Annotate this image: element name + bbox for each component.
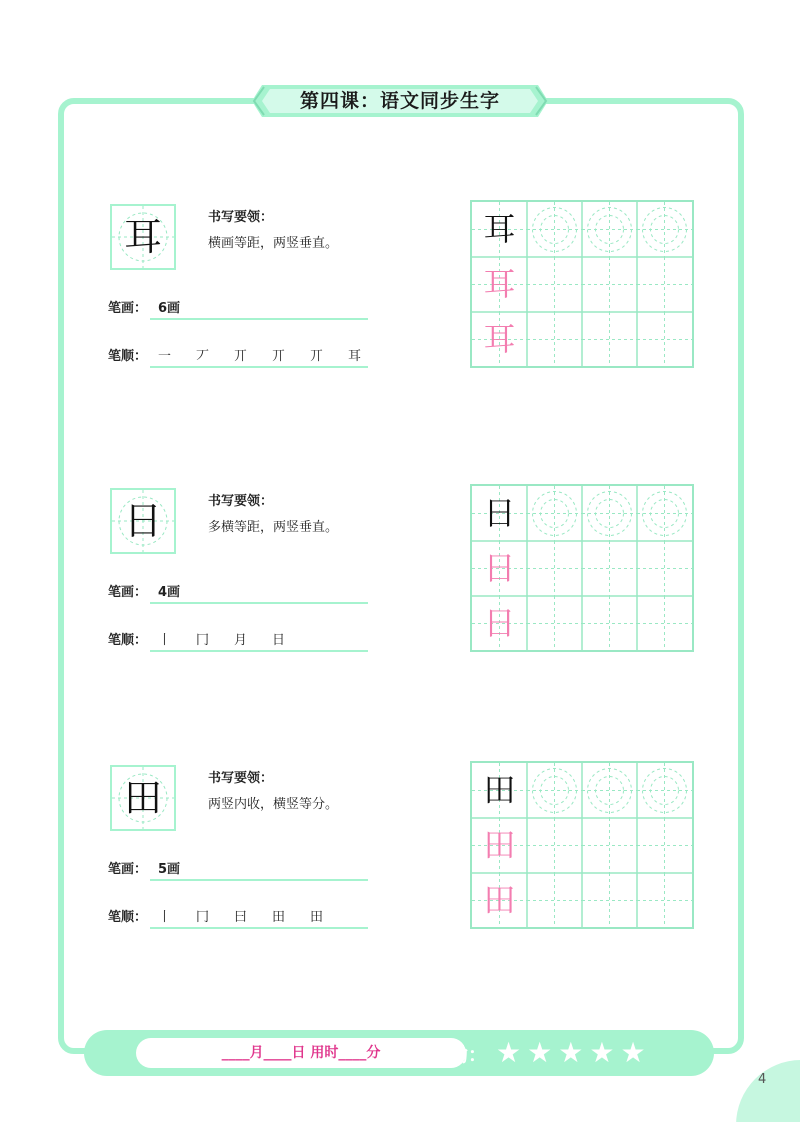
writing-tip-text: 多横等距，两竖垂直。 [208,520,339,535]
stroke-order-step: 曰 [234,910,248,925]
stroke-order-label: 笔顺： [108,349,148,364]
page-number: 4 [758,1072,767,1087]
date-pill [136,1038,466,1068]
model-char-box [110,488,176,554]
answer-line [150,602,368,604]
stroke-count-value: 5画 [158,862,181,877]
stroke-count-label: 笔画： [108,301,148,316]
answer-line [150,927,368,929]
stroke-order-step: 丌 [272,349,286,364]
answer-line [150,650,368,652]
lesson-section [0,488,800,668]
practice-char-sample: 耳 [483,210,516,248]
stroke-order-step: 田 [272,910,286,925]
stroke-order-list [158,629,310,648]
stroke-order-step: 丌 [310,349,324,364]
stroke-order-step: 耳 [348,349,362,364]
star-icon[interactable]: ★ [558,1036,584,1069]
stroke-order-row [108,903,368,929]
star-icon[interactable]: ★ [620,1036,646,1069]
stroke-order-step: 丌 [234,349,248,364]
practice-grid[interactable] [470,200,694,368]
practice-char-trace: 日 [483,604,516,642]
stroke-order-list [158,345,386,364]
writing-tip-text: 横画等距，两竖垂直。 [208,236,339,251]
model-char-box [110,204,176,270]
answer-line [150,879,368,881]
writing-tip-label: 书写要领： [208,494,274,509]
stroke-order-step: 冂 [196,633,210,648]
writing-tip-label: 书写要领： [208,210,274,225]
stroke-order-row [108,626,368,652]
page-number-badge [736,1060,800,1122]
date-time-fill[interactable]: ____月____日 用时____分 [221,1045,381,1061]
stroke-order-label: 笔顺： [108,910,148,925]
writing-tip-label: 书写要领： [208,771,274,786]
stroke-count-row [108,294,368,320]
practice-char-trace: 田 [483,826,516,864]
stroke-count-value: 4画 [158,585,181,600]
stroke-count-row [108,855,368,881]
stroke-order-row [108,342,368,368]
practice-char-trace: 耳 [483,265,516,303]
practice-char-trace: 耳 [483,320,516,358]
model-char-box [110,765,176,831]
practice-grid[interactable] [470,761,694,929]
practice-char-sample: 田 [483,771,516,809]
model-char: 耳 [123,215,162,259]
stroke-order-step: 丨 [158,633,172,648]
reward-stars [496,1038,646,1068]
model-char: 田 [123,776,162,820]
star-icon[interactable]: ★ [527,1036,553,1069]
stroke-order-list [158,906,348,925]
stroke-order-step: 日 [272,633,286,648]
writing-tip-text: 两竖内收，横竖等分。 [208,797,339,812]
stroke-order-step: 田 [310,910,324,925]
reward-label: 奖励： [430,1044,488,1066]
star-icon[interactable]: ★ [496,1036,522,1069]
practice-char-trace: 田 [483,881,516,919]
stroke-order-step: 一 [158,349,172,364]
answer-line [150,366,368,368]
stroke-order-step: 丨 [158,910,172,925]
footer-bar [84,1030,714,1076]
practice-char-sample: 日 [483,494,516,532]
stroke-order-step: 丆 [196,349,210,364]
answer-line [150,318,368,320]
stroke-count-value: 6画 [158,301,181,316]
title-banner [250,83,550,119]
star-icon[interactable]: ★ [589,1036,615,1069]
stroke-order-step: 冂 [196,910,210,925]
practice-grid[interactable] [470,484,694,652]
stroke-order-label: 笔顺： [108,633,148,648]
stroke-order-step: 月 [234,633,248,648]
lesson-section [0,765,800,945]
stroke-count-label: 笔画： [108,585,148,600]
page-title: 第四课：语文同步生字 [299,90,500,112]
stroke-count-row [108,578,368,604]
practice-char-trace: 日 [483,549,516,587]
model-char: 日 [123,499,162,543]
lesson-section [0,204,800,384]
stroke-count-label: 笔画： [108,862,148,877]
